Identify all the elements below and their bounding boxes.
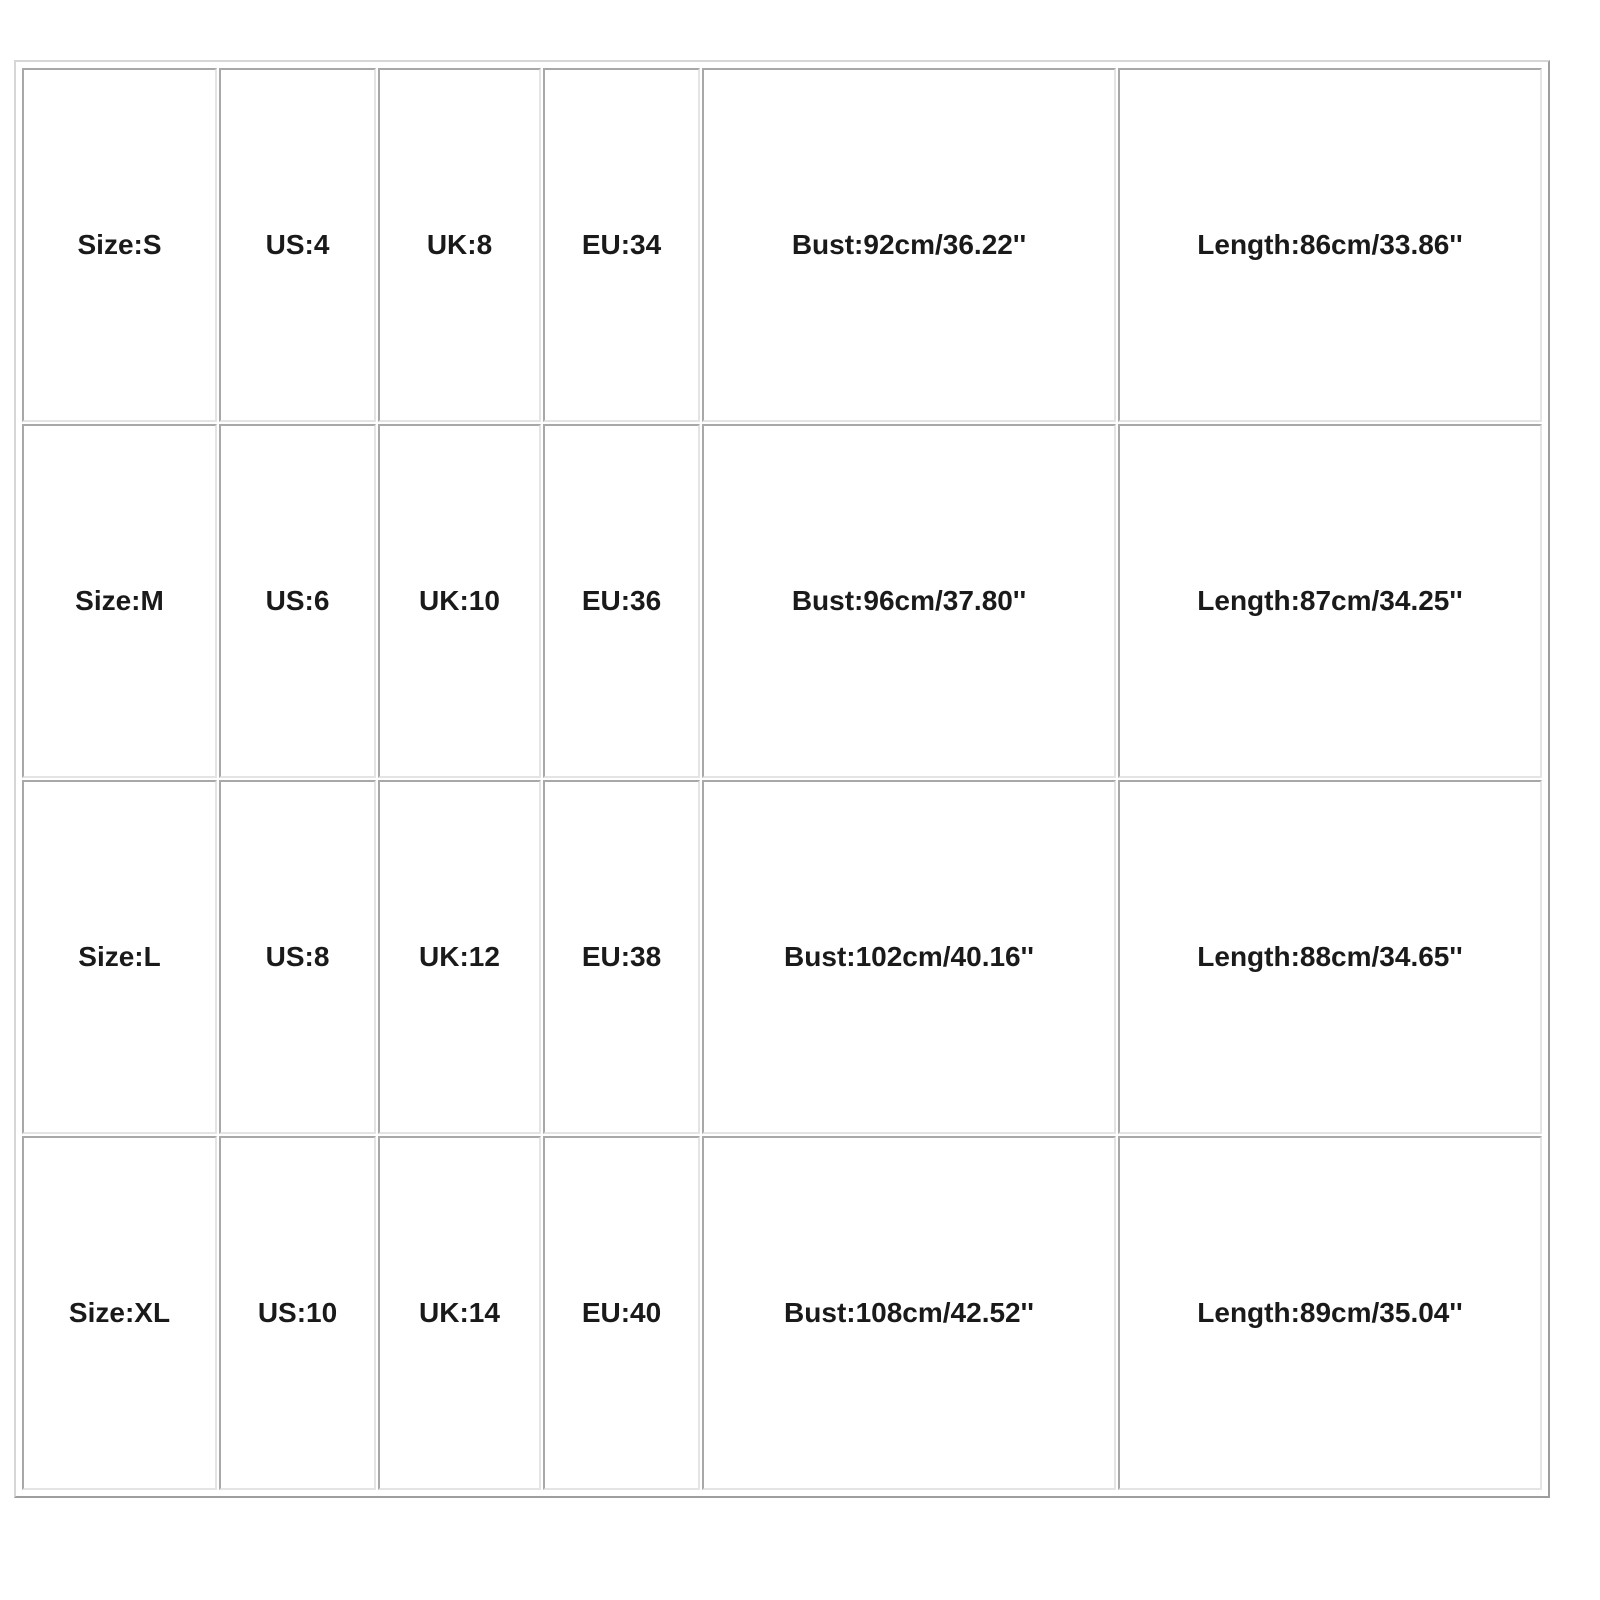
eu-size-cell: EU:40 [543, 1136, 700, 1490]
us-size-cell: US:10 [219, 1136, 376, 1490]
eu-size-cell: EU:34 [543, 68, 700, 422]
length-cell: Length:86cm/33.86'' [1118, 68, 1542, 422]
us-size-cell: US:6 [219, 424, 376, 778]
length-cell: Length:88cm/34.65'' [1118, 780, 1542, 1134]
size-cell: Size:M [22, 424, 217, 778]
uk-size-cell: UK:12 [378, 780, 541, 1134]
size-cell: Size:L [22, 780, 217, 1134]
size-cell: Size:S [22, 68, 217, 422]
table-row [22, 424, 1542, 778]
length-cell: Length:89cm/35.04'' [1118, 1136, 1542, 1490]
uk-size-cell: UK:10 [378, 424, 541, 778]
eu-size-cell: EU:38 [543, 780, 700, 1134]
size-chart-grid [20, 66, 1544, 1492]
eu-size-cell: EU:36 [543, 424, 700, 778]
uk-size-cell: UK:14 [378, 1136, 541, 1490]
us-size-cell: US:4 [219, 68, 376, 422]
length-cell: Length:87cm/34.25'' [1118, 424, 1542, 778]
bust-cell: Bust:92cm/36.22'' [702, 68, 1116, 422]
bust-cell: Bust:108cm/42.52'' [702, 1136, 1116, 1490]
bust-cell: Bust:96cm/37.80'' [702, 424, 1116, 778]
size-cell: Size:XL [22, 1136, 217, 1490]
table-row [22, 780, 1542, 1134]
table-row [22, 1136, 1542, 1490]
uk-size-cell: UK:8 [378, 68, 541, 422]
us-size-cell: US:8 [219, 780, 376, 1134]
table-row [22, 68, 1542, 422]
size-chart-table [14, 60, 1550, 1498]
bust-cell: Bust:102cm/40.16'' [702, 780, 1116, 1134]
